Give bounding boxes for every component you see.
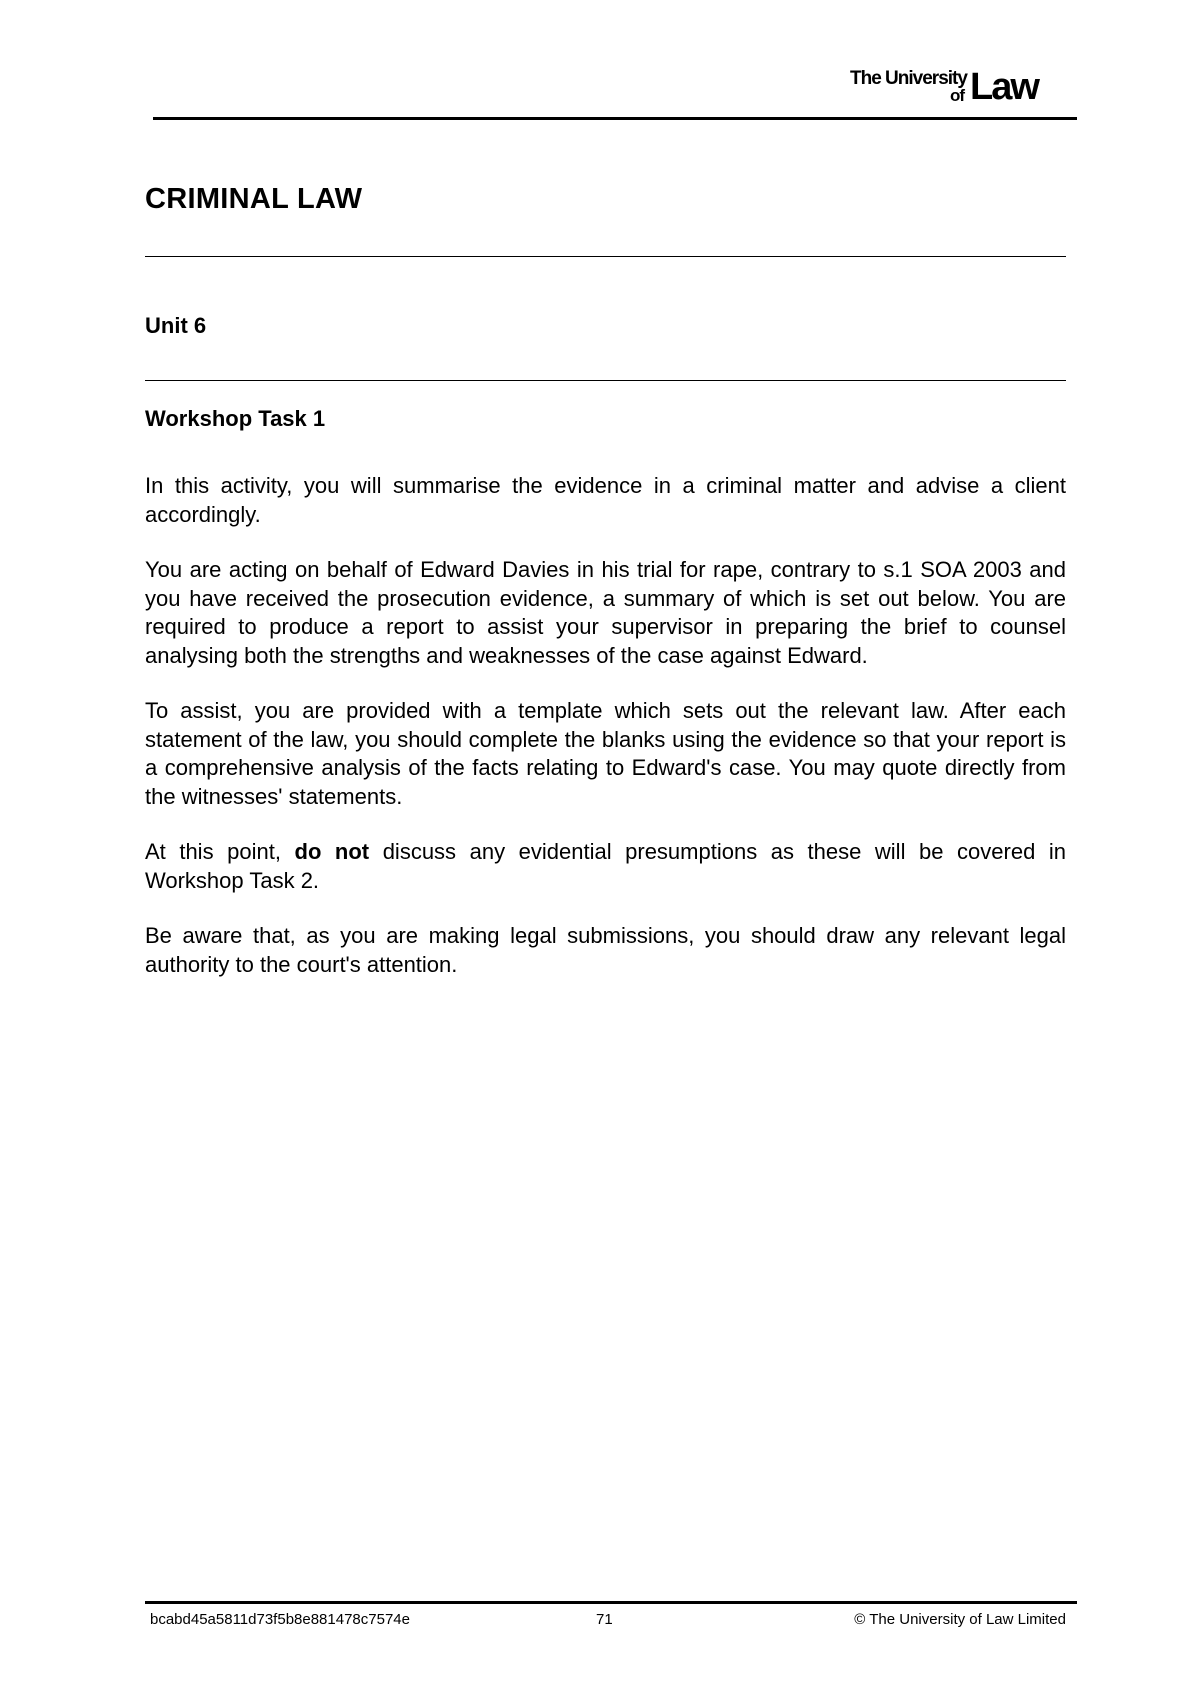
page-title: CRIMINAL LAW [145,183,363,215]
unit-divider [145,380,1066,381]
university-of-law-logo [846,64,1066,108]
task-heading: Workshop Task 1 [145,406,326,431]
body-text [145,472,1066,1006]
paragraph-presumptions [145,838,1066,895]
paragraph-instructions: You are acting on behalf of Edward Davies in his trial for rape, contrary to s.1 SOA 2003 and you have received the prosecution evidence, a summary of which is set out below. You are required to produce a report to assist your supervisor in preparing the brief to counsel analysing both the strengths and weaknesses of the case against Edward. [145,557,1066,668]
footer-copyright: © The University of Law Limited [854,1611,1066,1628]
paragraph-presumptions-emphasis: do not [294,839,370,864]
title-divider [145,256,1066,257]
paragraph-intro: In this activity, you will summarise the evidence in a criminal matter and advise a client accordingly. [145,473,1066,527]
paragraph-presumptions-after: discuss any evidential presumptions as these will be covered in Workshop Task 2. [145,839,1066,893]
footer-page-number: 71 [596,1611,613,1628]
footer-rule [145,1601,1077,1604]
logo-text-the-university: The University [850,68,967,89]
unit-heading: Unit 6 [145,313,207,338]
header-rule [153,117,1077,120]
logo-text-law: Law [970,66,1038,108]
paragraph-template: To assist, you are provided with a template which sets out the relevant law. After each statement of the law, you should complete the blanks using the evidence so that your report is a comprehensive analysis of the facts relating to Edward's case. You may quote directly from the witnesses' statements. [145,698,1066,809]
logo-text-of: of [950,86,965,105]
paragraph-presumptions-before: At this point, [145,839,295,864]
footer-doc-id: bcabd45a5811d73f5b8e881478c7574e [150,1611,410,1628]
paragraph-legal-authority: Be aware that, as you are making legal submissions, you should draw any relevant legal authority to the court's attention. [145,923,1066,977]
